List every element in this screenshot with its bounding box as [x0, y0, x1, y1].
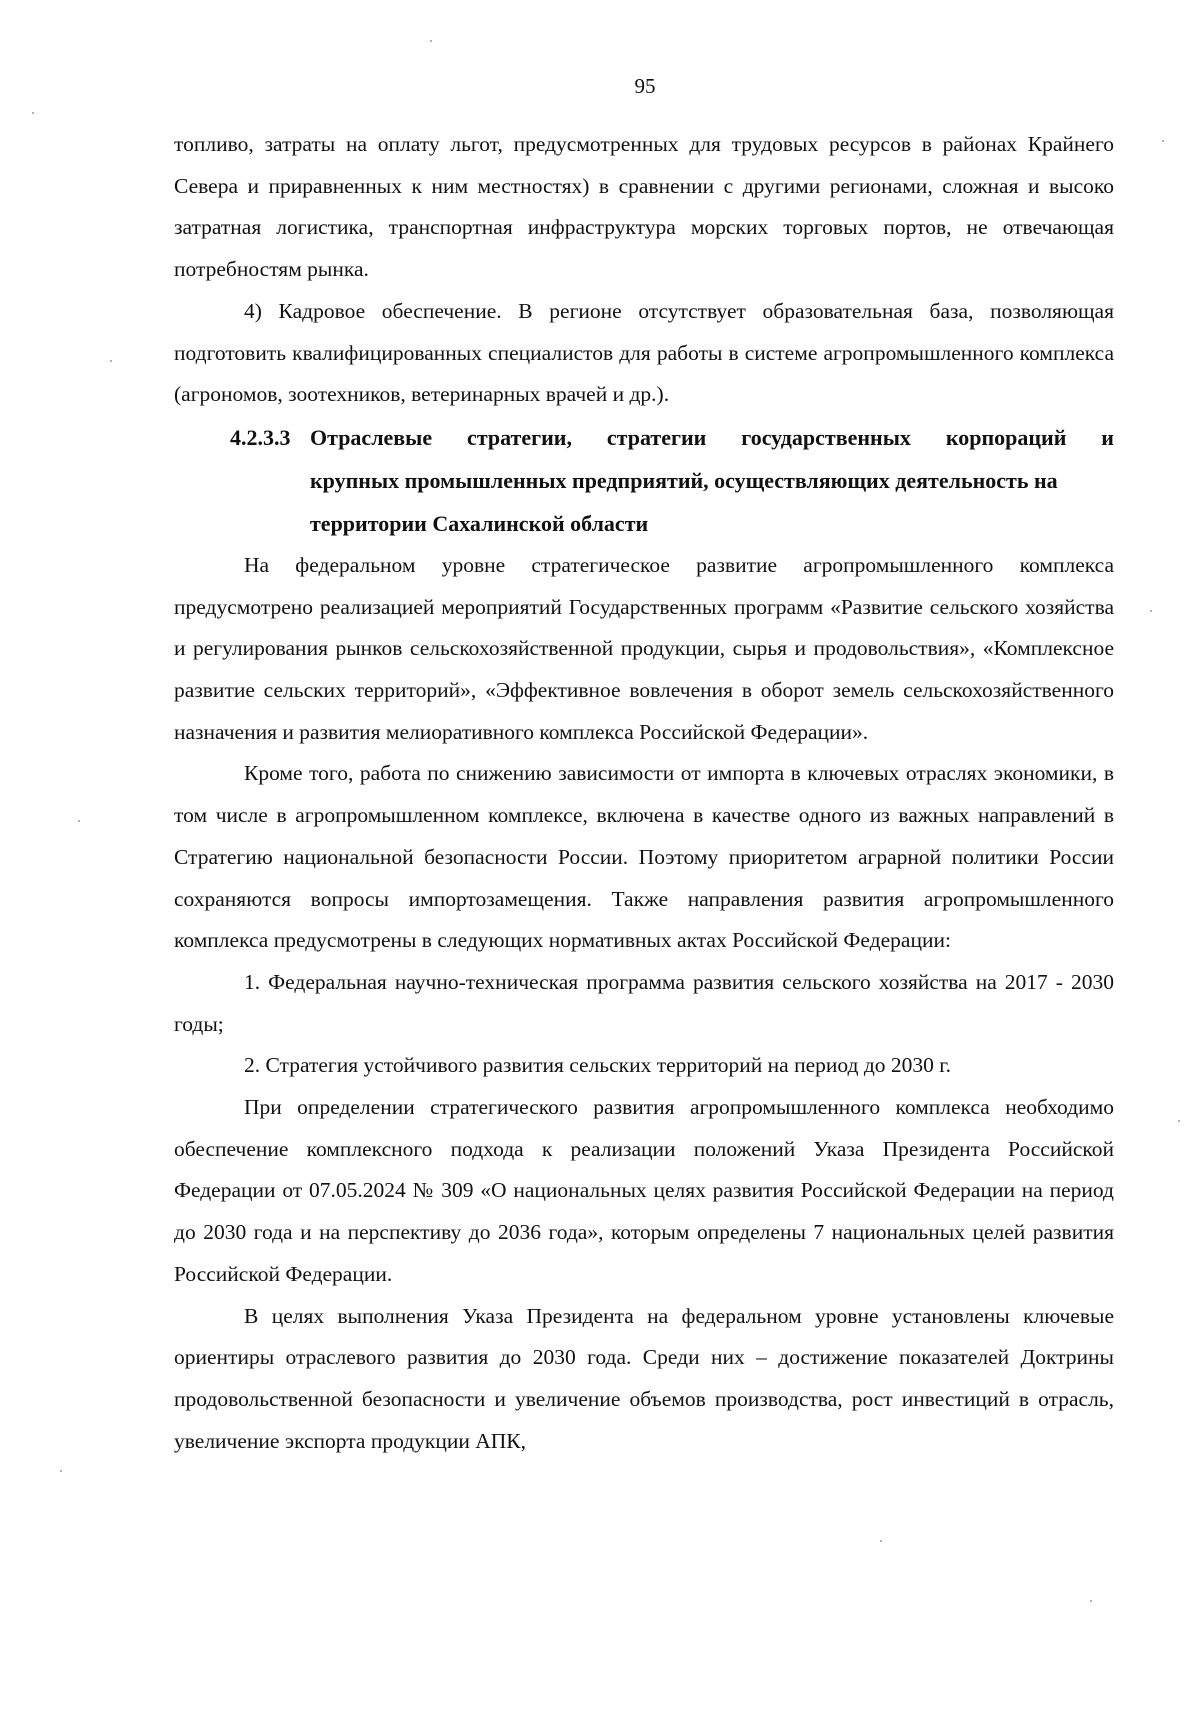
scan-speck	[430, 40, 432, 42]
paragraph-import-substitution: Кроме того, работа по снижению зависимости от импорта в ключевых отраслях экономики, в том числе в агропромышленном комплексе, включена в качестве одного из важных направлений в Стратегию национальной безопасности России. Поэтому приоритетом аграрной политики России сохраняются вопросы импортозамещения. Также направления развития агропромышленного комплекса предусмотрены в следующих нормативных актах Российской Федерации:	[174, 761, 1114, 953]
list-item-2: 2. Стратегия устойчивого развития сельских территорий на период до 2030 г.	[244, 1053, 952, 1078]
scan-speck	[60, 1470, 62, 1472]
paragraph-federal-programs: На федеральном уровне стратегическое развитие агропромышленного комплекса предусмотрено реализацией мероприятий Государственных программ «Развитие сельского хозяйства и регулирования рынков сельскохозяйственной продукции, сырья и продовольствия», «Комплексное развитие сельских территорий», «Эффективное вовлечения в оборот земель сельскохозяйственного назначения и развития мелиоративного комплекса Российской Федерации».	[174, 552, 1114, 744]
scan-speck	[1090, 1600, 1092, 1602]
scan-speck	[1150, 610, 1152, 612]
document-body	[174, 124, 1114, 1462]
scan-speck	[110, 360, 112, 362]
section-heading	[174, 416, 1114, 545]
section-title-line-2: крупных промышленных предприятий, осуществляющих	[310, 467, 890, 493]
scan-speck	[880, 1540, 882, 1542]
section-title-line-1: Отраслевые стратегии, стратегии государственных корпораций и	[310, 424, 1114, 450]
page-number: 95	[634, 74, 656, 98]
section-number: 4.2.3.3	[230, 424, 291, 450]
paragraph-presidential-decree: При определении стратегического развития агропромышленного комплекса необходимо обеспечение комплексного подхода к реализации положений Указа Президента Российской Федерации от 07.05.2024 № 309 «О национальных целях развития Российской Федерации на период до 2030 года и на перспективу до 2036 года», которым определены 7 национальных целей развития Российской Федерации.	[174, 1095, 1114, 1286]
scan-speck	[32, 112, 34, 114]
section-title-line-3: деятельность на территории Сахалинской области	[310, 467, 1058, 536]
scan-speck	[1162, 140, 1164, 142]
scan-speck	[78, 820, 80, 822]
paragraph-staffing: 4) Кадровое обеспечение. В регионе отсутствует образовательная база, позволяющая подготовить квалифицированных специалистов для работы в системе агропромышленного комплекса (агрономов, зоотехников, ветеринарных врачей и др.).	[174, 298, 1114, 407]
paragraph-industry-targets: В целях выполнения Указа Президента на федеральном уровне установлены ключевые ориентиры отраслевого развития до 2030 года. Среди них – достижение показателей Доктрины продовольственной безопасности и увеличение объемов производства, рост инвестиций в отрасль, увеличение экспорта продукции АПК,	[174, 1303, 1114, 1453]
list-item-1: 1. Федеральная научно-техническая программа развития сельского хозяйства на 2017 - 2030 годы;	[174, 969, 1114, 1036]
scan-speck	[1178, 1120, 1180, 1122]
paragraph-continuation: топливо, затраты на оплату льгот, предусмотренных для трудовых ресурсов в районах Крайнего Севера и приравненных к ним местностях) в сравнении с другими регионами, сложная и высоко затратная логистика, транспортная инфраструктура морских торговых портов, не отвечающая потребностям рынка.	[174, 132, 1114, 282]
